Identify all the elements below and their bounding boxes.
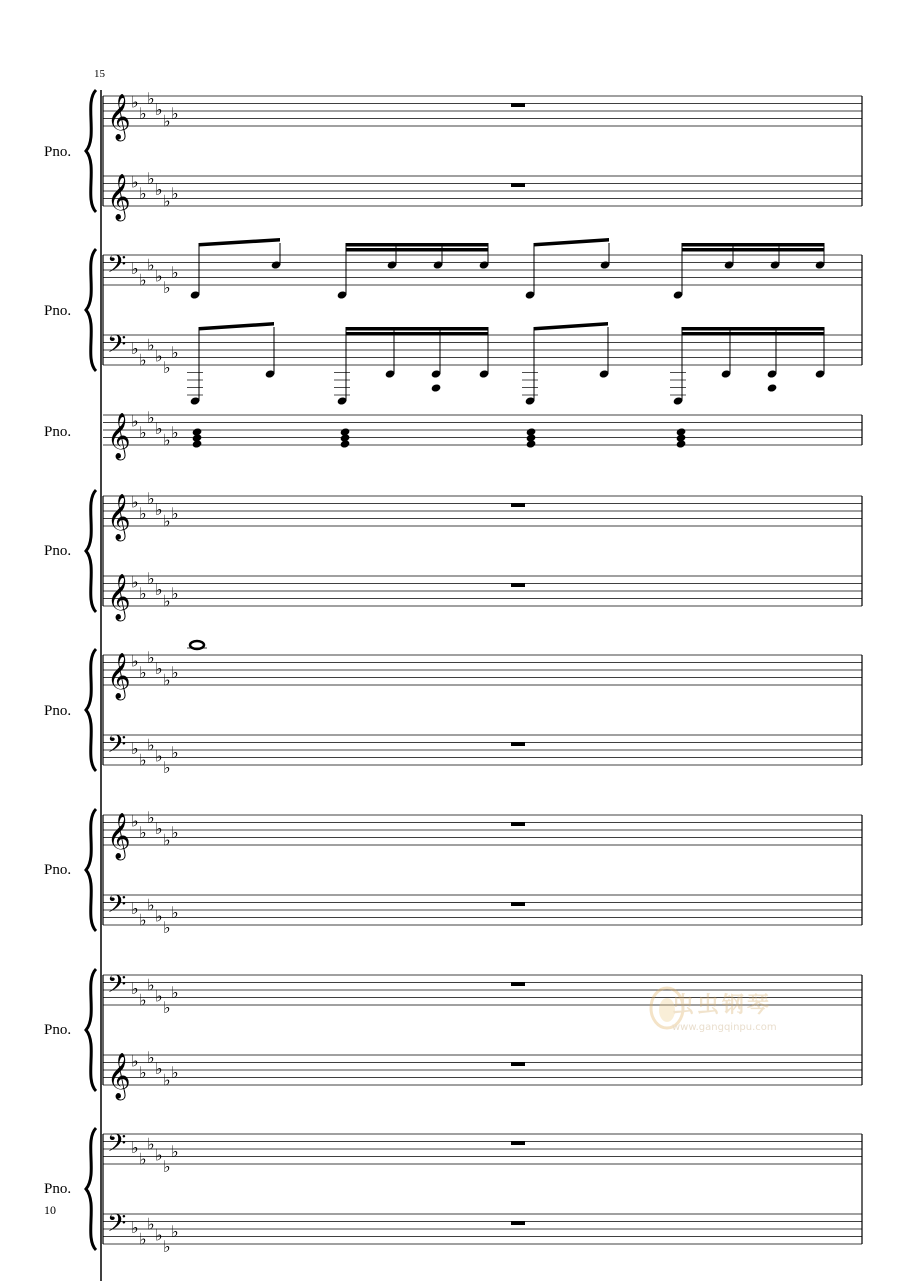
treble-clef: 𝄞 (107, 1053, 131, 1099)
flat-sign: ♭ (147, 168, 155, 188)
flat-sign: ♭ (147, 488, 155, 508)
flat-sign: ♭ (131, 92, 139, 112)
flat-sign: ♭ (131, 811, 139, 831)
brace (86, 809, 96, 931)
flat-sign: ♭ (171, 982, 179, 1002)
flat-sign: ♭ (155, 906, 163, 926)
whole-rest (511, 503, 525, 507)
bass-clef: 𝄢 (107, 1209, 127, 1244)
flat-sign: ♭ (147, 1214, 155, 1234)
flat-sign: ♭ (171, 183, 179, 203)
flat-sign: ♭ (155, 746, 163, 766)
instrument-label: Pno. (44, 862, 72, 878)
flat-sign: ♭ (163, 1070, 171, 1090)
flat-sign: ♭ (139, 1062, 147, 1082)
instrument-label: Pno. (44, 424, 72, 440)
treble-clef: 𝄞 (107, 174, 131, 220)
flat-sign: ♭ (139, 503, 147, 523)
watermark-title: 虫虫钢琴 (672, 992, 773, 1018)
flat-sign: ♭ (139, 183, 147, 203)
flat-sign: ♭ (171, 1062, 179, 1082)
beam (346, 248, 488, 252)
beam (346, 243, 488, 247)
flat-sign: ♭ (131, 259, 139, 278)
treble-clef: 𝄞 (107, 494, 131, 540)
flat-sign: ♭ (155, 419, 163, 438)
flat-sign: ♭ (139, 270, 147, 290)
whole-rest (511, 1221, 525, 1225)
beam (534, 322, 608, 331)
brace (86, 649, 96, 771)
bass-clef: 𝄢 (107, 250, 127, 285)
flat-sign: ♭ (163, 997, 171, 1017)
flat-sign: ♭ (147, 895, 155, 915)
beam (682, 332, 824, 336)
page-number: 10 (44, 1203, 56, 1217)
flat-sign: ♭ (147, 1134, 155, 1154)
flat-sign: ♭ (147, 335, 155, 355)
flat-sign: ♭ (131, 572, 139, 592)
watermark-url: www.gangqinpu.com (672, 1022, 777, 1033)
brace (86, 249, 96, 371)
flat-sign: ♭ (171, 902, 179, 922)
flat-sign: ♭ (131, 1051, 139, 1071)
brace (86, 490, 96, 612)
whole-rest (511, 583, 525, 587)
flat-sign: ♭ (147, 407, 155, 427)
flat-sign: ♭ (171, 342, 179, 362)
flat-sign: ♭ (171, 1141, 179, 1161)
flat-sign: ♭ (171, 422, 179, 442)
flat-sign: ♭ (147, 975, 155, 995)
beam (682, 327, 824, 331)
treble-clef: 𝄞 (107, 413, 131, 459)
note-head (340, 439, 351, 448)
flat-sign: ♭ (155, 819, 163, 838)
whole-rest (511, 183, 525, 187)
flat-sign: ♭ (139, 350, 147, 370)
flat-sign: ♭ (139, 422, 147, 442)
beam (682, 248, 824, 252)
flat-sign: ♭ (131, 172, 139, 192)
flat-sign: ♭ (131, 1138, 139, 1157)
bass-clef: 𝄢 (107, 330, 127, 365)
flat-sign: ♭ (163, 591, 171, 611)
instrument-label: Pno. (44, 144, 72, 160)
flat-sign: ♭ (155, 100, 163, 119)
whole-rest (511, 742, 525, 746)
treble-clef: 𝄞 (107, 574, 131, 620)
whole-rest (511, 902, 525, 906)
flat-sign: ♭ (155, 1145, 163, 1165)
flat-sign: ♭ (139, 103, 147, 123)
flat-sign: ♭ (163, 670, 171, 690)
beam (199, 238, 280, 247)
flat-sign: ♭ (139, 750, 147, 770)
treble-clef: 𝄞 (107, 813, 131, 859)
flat-sign: ♭ (147, 255, 155, 275)
flat-sign: ♭ (155, 1059, 163, 1078)
instrument-label: Pno. (44, 703, 72, 719)
flat-sign: ♭ (163, 757, 171, 777)
flat-sign: ♭ (131, 492, 139, 512)
flat-sign: ♭ (171, 1221, 179, 1241)
flat-sign: ♭ (155, 580, 163, 599)
note-head (431, 383, 442, 392)
flat-sign: ♭ (163, 277, 171, 297)
whole-rest (511, 1062, 525, 1066)
flat-sign: ♭ (171, 262, 179, 282)
brace (86, 1128, 96, 1250)
treble-clef: 𝄞 (107, 653, 131, 699)
flat-sign: ♭ (155, 500, 163, 519)
flat-sign: ♭ (147, 1047, 155, 1067)
flat-sign: ♭ (155, 346, 163, 366)
flat-sign: ♭ (139, 822, 147, 842)
flat-sign: ♭ (147, 88, 155, 108)
flat-sign: ♭ (131, 339, 139, 358)
flat-sign: ♭ (147, 568, 155, 588)
flat-sign: ♭ (131, 1218, 139, 1237)
flat-sign: ♭ (171, 742, 179, 762)
bass-clef: 𝄢 (107, 890, 127, 925)
note-head (192, 439, 203, 448)
note-head (767, 383, 778, 392)
flat-sign: ♭ (131, 899, 139, 918)
whole-rest (511, 822, 525, 826)
beam (346, 327, 488, 331)
flat-sign: ♭ (139, 1149, 147, 1169)
flat-sign: ♭ (147, 807, 155, 827)
bass-clef: 𝄢 (107, 1129, 127, 1164)
flat-sign: ♭ (155, 659, 163, 678)
flat-sign: ♭ (163, 111, 171, 131)
flat-sign: ♭ (163, 357, 171, 377)
flat-sign: ♭ (155, 986, 163, 1006)
flat-sign: ♭ (131, 739, 139, 758)
flat-sign: ♭ (163, 830, 171, 850)
whole-rest (511, 982, 525, 986)
flat-sign: ♭ (163, 1236, 171, 1256)
flat-sign: ♭ (163, 430, 171, 450)
flat-sign: ♭ (147, 735, 155, 755)
flat-sign: ♭ (171, 662, 179, 682)
flat-sign: ♭ (147, 647, 155, 667)
beam (682, 243, 824, 247)
flat-sign: ♭ (139, 583, 147, 603)
whole-rest (511, 1141, 525, 1145)
brace (86, 90, 96, 212)
flat-sign: ♭ (163, 191, 171, 211)
bass-clef: 𝄢 (107, 730, 127, 765)
flat-sign: ♭ (163, 917, 171, 937)
flat-sign: ♭ (163, 511, 171, 531)
flat-sign: ♭ (131, 411, 139, 431)
flat-sign: ♭ (171, 583, 179, 603)
instrument-label: Pno. (44, 1181, 72, 1197)
flat-sign: ♭ (155, 266, 163, 286)
beam (534, 238, 609, 247)
note-head (676, 439, 687, 448)
brace (86, 969, 96, 1091)
flat-sign: ♭ (131, 979, 139, 998)
flat-sign: ♭ (139, 662, 147, 682)
measure-number: 15 (94, 68, 105, 80)
flat-sign: ♭ (155, 1225, 163, 1245)
bass-clef: 𝄢 (107, 970, 127, 1005)
treble-clef: 𝄞 (107, 94, 131, 140)
flat-sign: ♭ (155, 180, 163, 199)
flat-sign: ♭ (171, 103, 179, 123)
flat-sign: ♭ (131, 651, 139, 671)
instrument-label: Pno. (44, 1022, 72, 1038)
flat-sign: ♭ (139, 910, 147, 930)
note-head (526, 439, 537, 448)
instrument-label: Pno. (44, 543, 72, 559)
flat-sign: ♭ (139, 1229, 147, 1249)
beam (199, 322, 274, 331)
watermark (648, 982, 808, 1042)
instrument-label: Pno. (44, 303, 72, 319)
whole-rest (511, 103, 525, 107)
flat-sign: ♭ (139, 990, 147, 1010)
beam (346, 332, 488, 336)
flat-sign: ♭ (163, 1156, 171, 1176)
flat-sign: ♭ (171, 822, 179, 842)
flat-sign: ♭ (171, 503, 179, 523)
